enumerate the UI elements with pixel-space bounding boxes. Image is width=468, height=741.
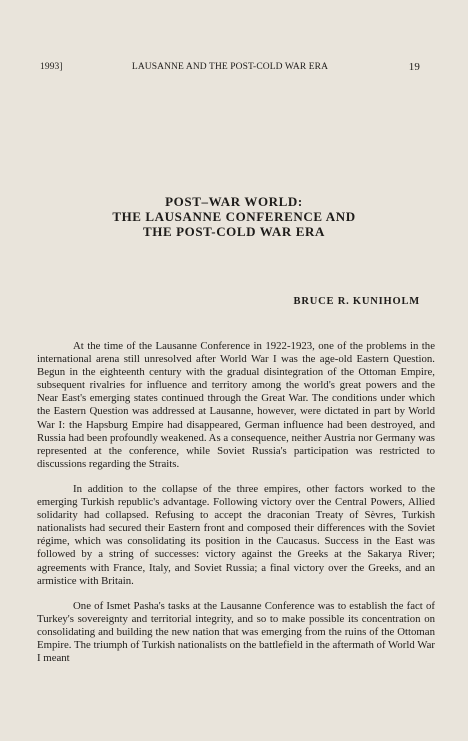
article-body: [37, 340, 435, 677]
paragraph-3: One of Ismet Pasha's tasks at the Lausanne Conference was to establish the fact of Turkey's sovereignty and territorial integrity, and so to make possible its concentration on consolidating and building the new nation that was emerging from the ruins of the Ottoman Empire. The triumph of Turkish nationalists on the battlefield in the aftermath of World War I meant: [37, 599, 435, 665]
paragraph-1: At the time of the Lausanne Conference in 1922-1923, one of the problems in the international arena still unresolved after World War I was the age-old Eastern Question. Begun in the eighteenth century with the gradual disintegration of the Ottoman Empire, subsequent rivalries for influence and territory among the world's great powers and the Near East's emerging states continued through the Great War. The conditions under which the Eastern Question was addressed at Lausanne, however, were dictated in part by World War I: the Hapsburg Empire had disappeared, German influence had been destroyed, and Russia had been profoundly weakened. As a consequence, neither Austria nor Germany was represented at the conference, while Soviet Russia's participation was restricted to discussions regarding the Straits.: [37, 340, 435, 470]
title-line-3: THE POST-COLD WAR ERA: [143, 224, 325, 239]
header-year: 1993]: [40, 62, 63, 72]
title-line-2: THE LAUSANNE CONFERENCE AND: [112, 209, 356, 224]
author-name: BRUCE R. KUNIHOLM: [293, 296, 420, 307]
paragraph-2: In addition to the collapse of the three empires, other factors worked to the emerging Turkish republic's advantage. Following victory over the Central Powers, Allied solidarity had collapsed. Refusing to accept the draconian Treaty of Sèvres, Turkish nationalists had secured their Eastern front and composed their differences with the Soviet régime, which was consolidating its position in the Caucasus. Success in the East was followed by a string of successes: victory against the Greeks at the Sakarya River; agreements with France, Italy, and Soviet Russia; a final victory over the Greeks, and an armistice with Britain.: [37, 482, 435, 587]
title-line-1: POST–WAR WORLD:: [165, 194, 303, 209]
header-running-title: LAUSANNE AND THE POST-COLD WAR ERA: [131, 62, 329, 72]
page-number: 19: [408, 61, 420, 73]
article-title: [40, 194, 428, 239]
running-header: [40, 62, 420, 76]
